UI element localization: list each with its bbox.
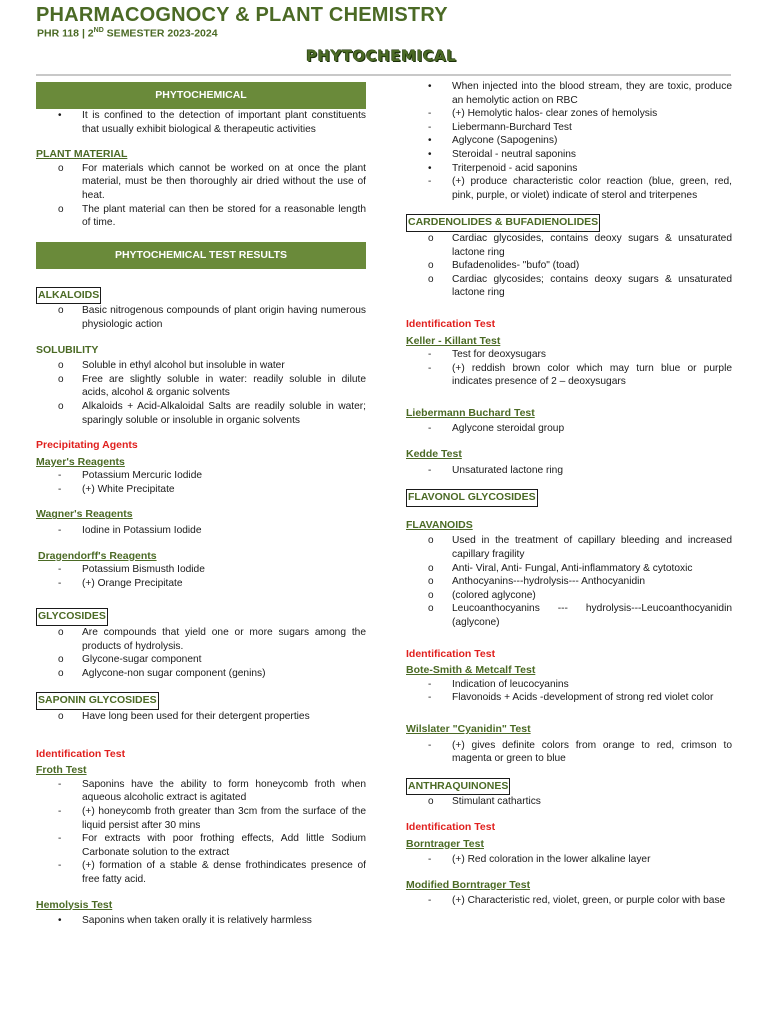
bullet-icon: •	[58, 915, 62, 927]
wilslater-list	[406, 739, 732, 766]
list-item: o Stimulant cathartics	[428, 796, 541, 808]
bullet-icon: •	[428, 148, 432, 160]
kedde-test-heading: Kedde Test	[406, 448, 462, 461]
dash-bullet-icon: -	[428, 739, 432, 751]
cardenolides-heading: CARDENOLIDES & BUFADIENOLIDES	[406, 214, 600, 232]
dash-bullet-icon: -	[428, 121, 432, 133]
list-item: - (+) Orange Precipitate	[58, 577, 183, 589]
solubility-heading: SOLUBILITY	[36, 343, 99, 356]
list-item: o Glycone-sugar component	[58, 654, 202, 666]
wilslater-heading: Wilslater "Cyanidin" Test	[406, 722, 531, 735]
solubility-list	[36, 359, 366, 427]
liebermann-buchard-heading: Liebermann Buchard Test	[406, 406, 535, 419]
list-item: - (+) produce characteristic color reaction (blue, green, red, pink, purple, or violet) indicate of sterol and triterpenes	[428, 176, 732, 201]
list-item: - (+) Hemolytic halos- clear zones of hemolysis	[428, 108, 658, 120]
identification-test-heading: Identification Test	[36, 747, 126, 760]
dash-bullet-icon: -	[58, 778, 62, 790]
section-banner: PHYTOCHEMICAL	[306, 47, 457, 65]
list-item: • Steroidal - neutral saponins	[428, 148, 577, 160]
identification-test-heading: Identification Test	[406, 820, 496, 833]
dash-bullet-icon: -	[58, 525, 62, 537]
list-item: - Unsaturated lactone ring	[428, 464, 563, 476]
list-item: o Cardiac glycosides; contains deoxy sugars & unsaturated lactone ring	[428, 273, 732, 299]
list-item: o Bufadenolides- "bufo" (toad)	[428, 260, 580, 272]
list-item: o Aglycone-non sugar component (genins)	[58, 667, 266, 679]
alkaloids-heading: ALKALOIDS	[36, 287, 101, 305]
circle-bullet-icon: o	[428, 576, 434, 588]
list-item: - (+) Characteristic red, violet, green, or purple color with base	[428, 895, 726, 907]
glycosides-heading: GLYCOSIDES	[36, 608, 108, 626]
dash-bullet-icon: -	[428, 464, 432, 476]
circle-bullet-icon: o	[428, 796, 434, 808]
liebermann-list	[406, 422, 732, 436]
list-item: o Soluble in ethyl alcohol but insoluble in water	[58, 360, 285, 372]
circle-bullet-icon: o	[58, 203, 64, 215]
circle-bullet-icon: o	[428, 589, 434, 601]
dash-bullet-icon: -	[428, 895, 432, 907]
circle-bullet-icon: o	[58, 373, 64, 385]
dash-bullet-icon: -	[58, 564, 62, 576]
bote-smith-list	[406, 678, 732, 705]
dash-bullet-icon: -	[428, 423, 432, 435]
circle-bullet-icon: o	[58, 305, 64, 317]
anthraquinones-list	[406, 795, 732, 809]
circle-bullet-icon: o	[58, 667, 64, 679]
dash-bullet-icon: -	[428, 854, 432, 866]
keller-killant-heading: Keller - Killant Test	[406, 334, 501, 347]
list-item: - For extracts with poor frothing effects, Add little Sodium Carbonate solution to the extract	[58, 833, 366, 858]
list-item: • When injected into the blood stream, they are toxic, produce an hemolytic action on RBC	[428, 81, 732, 106]
ordinal-suffix: ND	[93, 27, 104, 34]
list-item: • Saponins when taken orally it is relatively harmless	[58, 915, 312, 927]
list-item: o Basic nitrogenous compounds of plant origin having numerous physiologic action	[58, 305, 366, 330]
list-item: - Potassium Mercuric Iodide	[58, 470, 203, 482]
cardenolides-list	[406, 232, 732, 300]
list-item: - (+) White Precipitate	[58, 483, 175, 495]
list-item: - (+) gives definite colors from orange to red, crimson to magenta or green to blue	[428, 739, 732, 765]
dash-bullet-icon: -	[428, 692, 432, 704]
mayer-heading: Mayer's Reagents	[36, 455, 125, 468]
borntrager-list	[406, 853, 732, 867]
mayer-list	[36, 469, 366, 496]
list-item: - Aglycone steroidal group	[428, 423, 565, 435]
list-item: o (colored aglycone)	[428, 589, 536, 601]
identification-test-heading: Identification Test	[406, 317, 496, 330]
circle-bullet-icon: o	[58, 627, 64, 639]
plant-material-list	[36, 162, 366, 230]
bullet-icon: •	[428, 135, 432, 147]
list-item: o Used in the treatment of capillary bleeding and increased capillary fragility	[428, 535, 732, 561]
modified-borntrager-heading: Modified Borntrager Test	[406, 878, 531, 891]
dash-bullet-icon: -	[58, 860, 62, 872]
list-item: - Liebermann-Burchard Test	[428, 121, 572, 133]
saponin-glycosides-heading: SAPONIN GLYCOSIDES	[36, 692, 159, 710]
right-column	[406, 80, 732, 908]
dash-bullet-icon: -	[58, 833, 62, 845]
circle-bullet-icon: o	[428, 260, 434, 272]
list-item: o Free are slightly soluble in water: readily soluble in dilute acids, alcohol & organic solvents	[58, 373, 366, 399]
flavonol-glycosides-heading: FLAVONOL GLYCOSIDES	[406, 489, 538, 507]
list-item: o For materials which cannot be worked on at once the plant material, must be then thoroughly air dried without the use of heat.	[58, 162, 366, 201]
header-divider	[36, 74, 731, 76]
circle-bullet-icon: o	[428, 562, 434, 574]
phytochemical-bar: PHYTOCHEMICAL	[36, 82, 366, 109]
bullet-icon: •	[58, 110, 62, 121]
list-item: o Cardiac glycosides, contains deoxy sugars & unsaturated lactone ring	[428, 232, 732, 258]
dragendorff-list	[36, 563, 366, 590]
list-item: • Triterpenoid - acid saponins	[428, 162, 578, 174]
kedde-list	[406, 464, 732, 478]
circle-bullet-icon: o	[58, 162, 64, 174]
dash-bullet-icon: -	[58, 805, 62, 817]
circle-bullet-icon: o	[428, 273, 434, 285]
document-title: PHARMACOGNOCY & PLANT CHEMISTRY	[36, 4, 448, 26]
alkaloids-list	[36, 304, 366, 331]
glycosides-list	[36, 626, 366, 680]
list-item: o Anti- Viral, Anti- Fungal, Anti-inflammatory & cytotoxic	[428, 562, 693, 574]
list-item: - Indication of leucocyanins	[428, 678, 569, 690]
dash-bullet-icon: -	[428, 349, 432, 361]
bullet-icon: •	[428, 162, 432, 174]
hemolysis-continued-list	[406, 80, 732, 202]
list-item: - Test for deoxysugars	[428, 349, 546, 361]
circle-bullet-icon: o	[58, 400, 64, 412]
identification-test-heading: Identification Test	[406, 647, 496, 660]
circle-bullet-icon: o	[428, 603, 434, 615]
flavanoids-heading: FLAVANOIDS	[406, 518, 473, 531]
list-item: - (+) Red coloration in the lower alkaline layer	[428, 854, 651, 866]
circle-bullet-icon: o	[428, 535, 434, 547]
left-column	[36, 82, 366, 928]
list-item: o Leucoanthocyanins --- hydrolysis---Leucoanthocyanidin (aglycone)	[428, 603, 732, 628]
list-item: • Aglycone (Sapogenins)	[428, 135, 558, 147]
dash-bullet-icon: -	[58, 577, 62, 589]
dash-bullet-icon: -	[428, 176, 432, 188]
hemolysis-test-heading: Hemolysis Test	[36, 898, 113, 911]
list-item: o The plant material can then be stored for a reasonable length of time.	[58, 203, 366, 229]
list-item: o Anthocyanins---hydrolysis--- Anthocyanidin	[428, 576, 646, 588]
course-code: PHR 118 | 2	[37, 27, 94, 40]
list-item: - (+) honeycomb froth greater than 3cm from the surface of the liquid persist after 30 mins	[58, 805, 366, 831]
list-item: - Saponins have the ability to form honeycomb froth when aqueous alcoholic extract is agitated	[58, 778, 366, 804]
plant-material-heading: PLANT MATERIAL	[36, 148, 128, 161]
saponin-list	[36, 710, 366, 724]
list-item: • It is confined to the detection of important plant constituents that usually exhibit biological & therapeutic activities	[58, 110, 366, 135]
wagner-list	[36, 524, 366, 538]
circle-bullet-icon: o	[58, 360, 64, 372]
keller-killant-list	[406, 348, 732, 389]
list-item: o Have long been used for their detergent properties	[58, 711, 310, 722]
dash-bullet-icon: -	[428, 678, 432, 690]
precipitating-agents-heading: Precipitating Agents	[36, 439, 138, 452]
list-item: o Are compounds that yield one or more sugars among the products of hydrolysis.	[58, 627, 366, 652]
dash-bullet-icon: -	[58, 483, 62, 495]
list-item: - Flavonoids + Acids -development of strong red violet color	[428, 692, 714, 704]
dash-bullet-icon: -	[58, 470, 62, 482]
hemolysis-list	[36, 914, 366, 928]
dash-bullet-icon: -	[428, 108, 432, 120]
dash-bullet-icon: -	[428, 362, 432, 374]
dragendorff-heading: Dragendorff's Reagents	[38, 549, 157, 562]
circle-bullet-icon: o	[428, 232, 434, 244]
test-results-bar: PHYTOCHEMICAL TEST RESULTS	[36, 242, 366, 269]
bote-smith-heading: Bote-Smith & Metcalf Test	[406, 664, 536, 677]
list-item: - Potassium Bismusth Iodide	[58, 564, 205, 576]
froth-test-list	[36, 778, 366, 887]
froth-test-heading: Froth Test	[36, 764, 87, 777]
anthraquinones-heading: ANTHRAQUINONES	[406, 778, 510, 796]
bullet-icon: •	[428, 81, 432, 92]
list-item: - Iodine in Potassium Iodide	[58, 525, 202, 537]
modified-borntrager-list	[406, 894, 732, 908]
circle-bullet-icon: o	[58, 711, 64, 722]
list-item: o Alkaloids + Acid-Alkaloidal Salts are readily soluble in water; sparingly soluble or insoluble in organic solvents	[58, 400, 366, 426]
circle-bullet-icon: o	[58, 654, 64, 666]
phytochemical-list	[36, 109, 366, 136]
flavanoids-list	[406, 534, 732, 629]
borntrager-heading: Borntrager Test	[406, 837, 484, 850]
list-item: - (+) reddish brown color which may turn blue or purple indicates presence of 2 – deoxysugars	[428, 362, 732, 388]
wagner-heading: Wagner's Reagents	[36, 508, 133, 521]
list-item: - (+) formation of a stable & dense frothindicates presence of free fatty acid.	[58, 860, 366, 885]
semester-text: SEMESTER 2023-2024	[103, 27, 218, 40]
course-subtitle	[37, 27, 218, 40]
